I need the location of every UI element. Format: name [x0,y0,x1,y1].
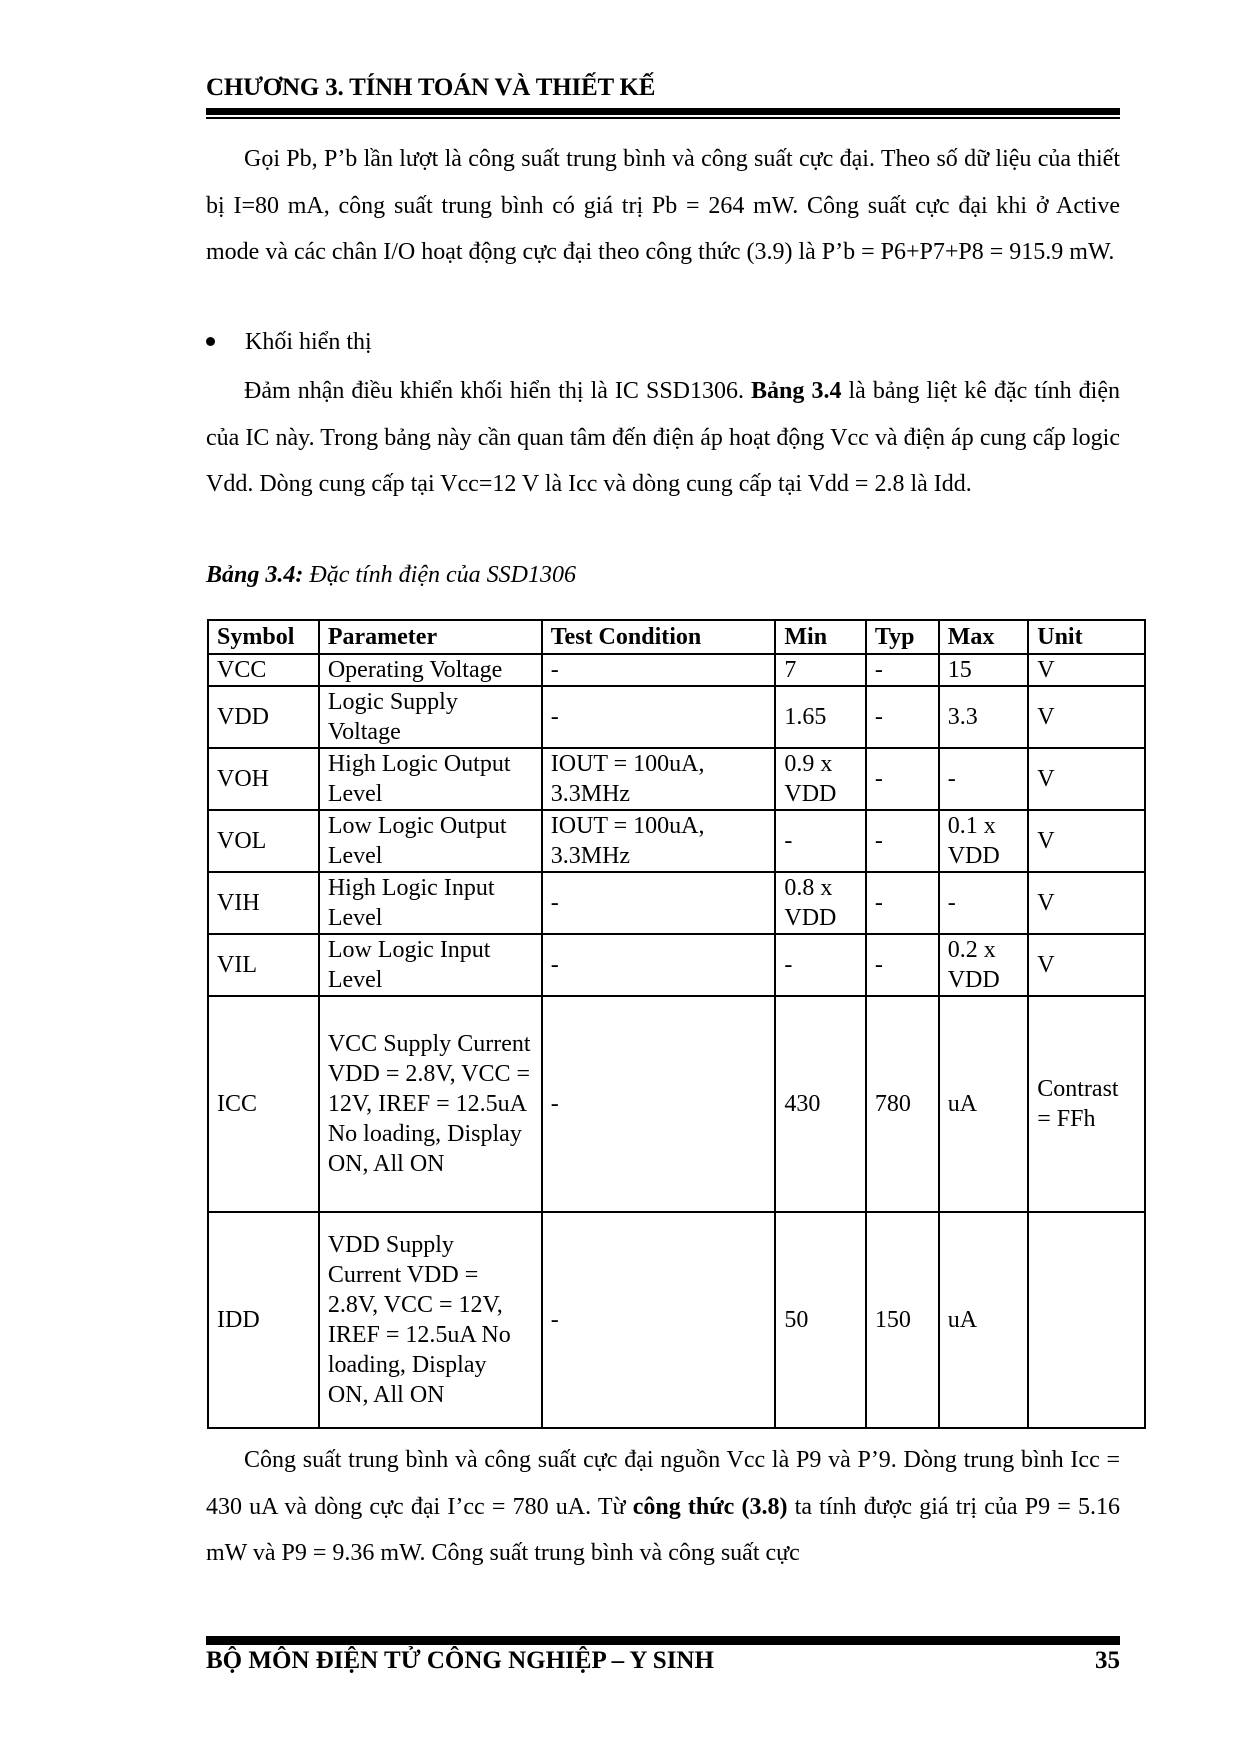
page-number: 35 [1095,1647,1120,1674]
table-reference: Bảng 3.4 [751,378,842,404]
cell-unit: V [1028,748,1145,810]
paragraph-power-block: Gọi Pb, P’b lần lượt là công suất trung bình và công suất cực đại. Theo số dữ liệu của thiết bị I=80 mA, công suất trung bình có giá trị Pb = 264 mW. Công suất cực đại khi ở Active mode và các chân I/O hoạt động cực đại theo công thức (3.9) là P’b = P6+P7+P8 = 915.9 mW. [206,146,1120,265]
cell-min: 7 [775,654,865,686]
footer-rule [206,1636,1120,1645]
cell-min: 0.8 x VDD [775,872,865,934]
cell-max: 0.1 x VDD [939,810,1029,872]
bullet-icon [206,337,215,346]
cell-test-condition: - [542,686,776,748]
cell-unit: V [1028,872,1145,934]
cell-test-condition: - [542,872,776,934]
col-header-test-condition: Test Condition [542,620,776,654]
cell-unit: Contrast = FFh [1028,996,1145,1212]
cell-max: 3.3 [939,686,1029,748]
table-row [208,872,1145,934]
cell-parameter: High Logic Output Level [319,748,542,810]
cell-test-condition: - [542,996,776,1212]
header-rule-thin [206,117,1120,119]
table-row [208,748,1145,810]
cell-max: uA [939,996,1029,1212]
cell-typ: - [866,872,939,934]
cell-typ: - [866,654,939,686]
cell-symbol: VOL [208,810,319,872]
cell-parameter: Low Logic Input Level [319,934,542,996]
cell-typ: - [866,934,939,996]
col-header-symbol: Symbol [208,620,319,654]
cell-test-condition: - [542,1212,776,1428]
table-row [208,654,1145,686]
cell-typ: - [866,748,939,810]
col-header-typ: Typ [866,620,939,654]
cell-min: - [775,934,865,996]
bullet-display-block [206,329,372,356]
cell-parameter: VDD Supply Current VDD = 2.8V, VCC = 12V, IREF = 12.5uA No loading, Display ON, All ON [319,1212,542,1428]
cell-min: 1.65 [775,686,865,748]
paragraph-vcc-power: Công suất trung bình và công suất cực đại nguồn Vcc là P9 và P’9. Dòng trung bình Icc = 430 uA và dòng cực đại I’cc = 780 uA. Từ công thức (3.8) ta tính được giá trị của P9 = 5.16 mW và P9 = 9.36 mW. Công suất trung bình và công suất cực [206,1447,1120,1566]
cell-parameter: High Logic Input Level [319,872,542,934]
table-header-row [208,620,1145,654]
cell-unit: V [1028,934,1145,996]
cell-unit [1028,1212,1145,1428]
footer-department: BỘ MÔN ĐIỆN TỬ CÔNG NGHIỆP – Y SINH [206,1647,714,1674]
cell-max: uA [939,1212,1029,1428]
cell-symbol: VIH [208,872,319,934]
cell-test-condition: - [542,934,776,996]
cell-symbol: ICC [208,996,319,1212]
cell-min: 430 [775,996,865,1212]
cell-typ: - [866,686,939,748]
cell-parameter: Operating Voltage [319,654,542,686]
cell-min: - [775,810,865,872]
paragraph-ssd1306-intro: Đảm nhận điều khiển khối hiển thị là IC SSD1306. Bảng 3.4 là bảng liệt kê đặc tính điện của IC này. Trong bảng này cần quan tâm đến điện áp hoạt động Vcc và điện áp cung cấp logic Vdd. Dòng cung cấp tại Vcc=12 V là Icc và dòng cung cấp tại Vdd = 2.8 là Idd. [206,378,1120,497]
cell-typ: - [866,810,939,872]
table-caption: Bảng 3.4: Đặc tính điện của SSD1306 [206,562,576,588]
cell-max: - [939,872,1029,934]
table-row [208,686,1145,748]
header-rule-thick [206,108,1120,115]
cell-parameter: Low Logic Output Level [319,810,542,872]
electrical-characteristics-table [207,619,1146,1429]
cell-typ: 150 [866,1212,939,1428]
table-row [208,810,1145,872]
cell-typ: 780 [866,996,939,1212]
cell-max: 15 [939,654,1029,686]
table-row [208,934,1145,996]
cell-symbol: VDD [208,686,319,748]
cell-symbol: VCC [208,654,319,686]
col-header-parameter: Parameter [319,620,542,654]
cell-symbol: VIL [208,934,319,996]
col-header-max: Max [939,620,1029,654]
cell-max: 0.2 x VDD [939,934,1029,996]
table-row [208,996,1145,1212]
bullet-label: Khối hiển thị [245,329,372,355]
cell-min: 50 [775,1212,865,1428]
cell-parameter: VCC Supply Current VDD = 2.8V, VCC = 12V, IREF = 12.5uA No loading, Display ON, All ON [319,996,542,1212]
cell-parameter: Logic Supply Voltage [319,686,542,748]
cell-min: 0.9 x VDD [775,748,865,810]
cell-unit: V [1028,810,1145,872]
cell-test-condition: - [542,654,776,686]
col-header-unit: Unit [1028,620,1145,654]
cell-test-condition: IOUT = 100uA, 3.3MHz [542,748,776,810]
cell-max: - [939,748,1029,810]
col-header-min: Min [775,620,865,654]
cell-test-condition: IOUT = 100uA, 3.3MHz [542,810,776,872]
formula-reference: công thức (3.8) [632,1493,788,1520]
table-row [208,1212,1145,1428]
cell-symbol: VOH [208,748,319,810]
cell-unit: V [1028,686,1145,748]
page-header-title: CHƯƠNG 3. TÍNH TOÁN VÀ THIẾT KẾ [206,74,656,101]
cell-unit: V [1028,654,1145,686]
cell-symbol: IDD [208,1212,319,1428]
